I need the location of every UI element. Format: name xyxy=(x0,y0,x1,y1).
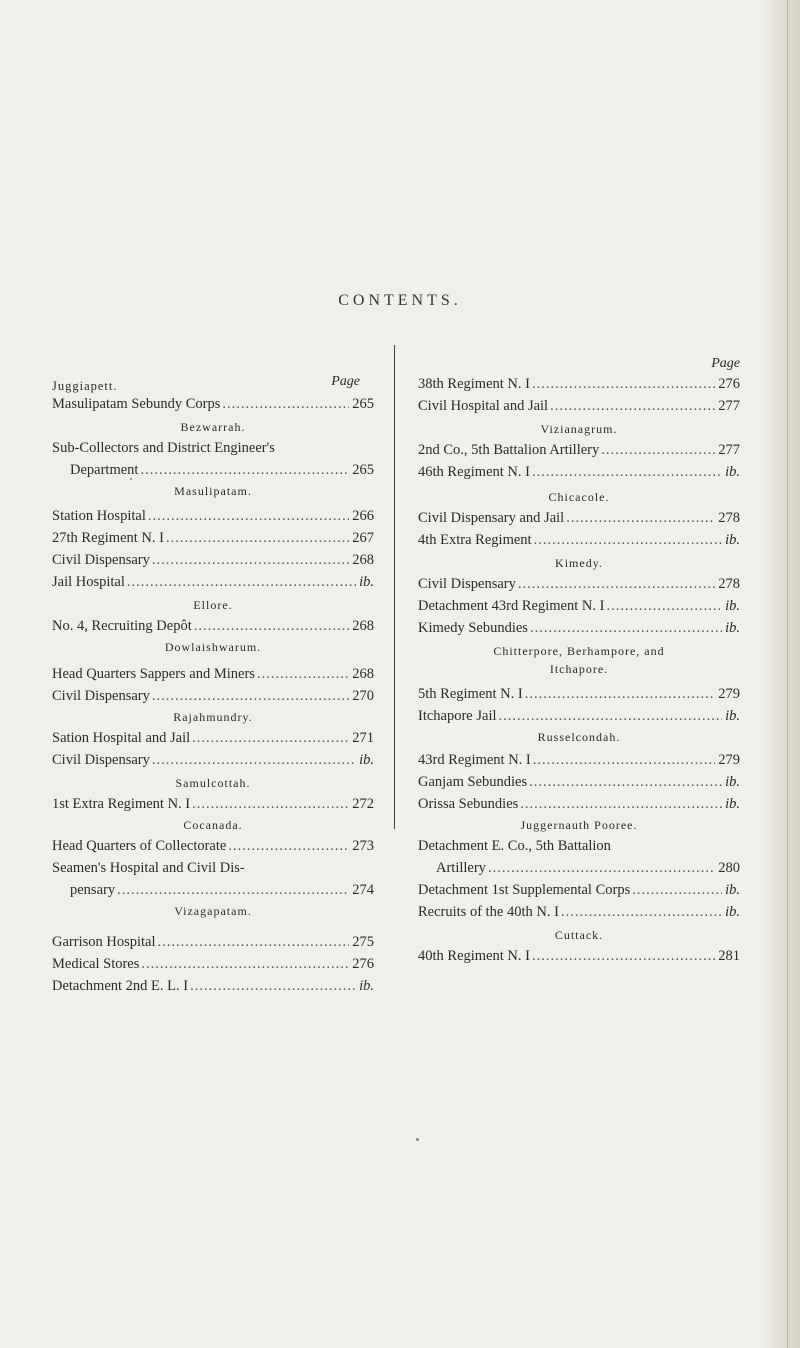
toc-entry-line: Seamen's Hospital and Civil Dis- xyxy=(52,860,245,876)
toc-entry: Medical Stores ..... 276 xyxy=(52,953,374,975)
section-heading: Cuttack. xyxy=(554,928,604,942)
toc-entry: Head Quarters of Collectorate ..... 273 xyxy=(52,835,374,857)
toc-entry: 46th Regiment N. I ..... ib. xyxy=(418,461,740,483)
toc-entry: No. 4, Recruiting Depôt ..... 268 xyxy=(52,615,374,637)
toc-entry: Department ..... 265 xyxy=(70,459,374,481)
toc-entry: 38th Regiment N. I ..... 276 xyxy=(418,373,740,395)
toc-entry: Kimedy Sebundies ..... ib. xyxy=(418,617,740,639)
section-heading: Bezwarrah. xyxy=(180,420,246,434)
section-heading: Kimedy. xyxy=(555,556,603,570)
toc-entry: 27th Regiment N. I ..... 267 xyxy=(52,527,374,549)
toc-entry-line: Detachment E. Co., 5th Battalion xyxy=(418,838,611,854)
section-heading: Samulcottah. xyxy=(175,776,251,790)
toc-entry: 40th Regiment N. I ..... 281 xyxy=(418,945,740,967)
toc-entry: pensary ..... 274 xyxy=(70,879,374,901)
section-heading: Itchapore. xyxy=(549,662,609,676)
toc-entry: Civil Dispensary ..... 270 xyxy=(52,685,374,707)
toc-entry: Recruits of the 40th N. I ..... ib. xyxy=(418,901,740,923)
toc-entry: Detachment 2nd E. L. I ..... ib. xyxy=(52,975,374,997)
section-heading: Chicacole. xyxy=(548,490,610,504)
section-heading: Ellore. xyxy=(193,598,233,612)
toc-entry: Ganjam Sebundies ..... ib. xyxy=(418,771,740,793)
section-heading: Juggernauth Pooree. xyxy=(520,818,638,832)
section-heading: Russelcondah. xyxy=(537,730,621,744)
section-heading: Rajahmundry. xyxy=(173,710,253,724)
page-title: CONTENTS. xyxy=(338,292,462,309)
column-divider xyxy=(394,345,395,829)
toc-entry-line: Sub-Collectors and District Engineer's xyxy=(52,440,275,456)
toc-entry: Itchapore Jail ..... ib. xyxy=(418,705,740,727)
paper-speck xyxy=(416,1138,419,1141)
section-heading-juggiapett: Juggiapett. xyxy=(52,379,118,393)
toc-entry: 43rd Regiment N. I ..... 279 xyxy=(418,749,740,771)
toc-entry: Civil Dispensary ..... 268 xyxy=(52,549,374,571)
toc-entry: Detachment 43rd Regiment N. I ..... ib. xyxy=(418,595,740,617)
toc-entry: 1st Extra Regiment N. I ..... 272 xyxy=(52,793,374,815)
toc-entry: 4th Extra Regiment ..... ib. xyxy=(418,529,740,551)
section-heading: Chitterpore, Berhampore, and xyxy=(493,644,665,658)
toc-entry: Civil Dispensary ..... 278 xyxy=(418,573,740,595)
toc-entry: Jail Hospital ..... ib. xyxy=(52,571,374,593)
toc-entry: Head Quarters Sappers and Miners ..... 268 xyxy=(52,663,374,685)
page-edge xyxy=(762,0,800,1348)
page-column-label: Page xyxy=(711,356,740,371)
page-edge-line xyxy=(787,0,788,1348)
toc-entry: Civil Dispensary ..... ib. xyxy=(52,749,374,771)
section-heading: Masulipatam. xyxy=(174,484,252,498)
paper-speck xyxy=(130,478,132,480)
section-heading: Cocanada. xyxy=(183,818,243,832)
toc-entry: Civil Hospital and Jail ..... 277 xyxy=(418,395,740,417)
toc-entry: Masulipatam Sebundy Corps ..... 265 xyxy=(52,393,374,415)
toc-entry: 5th Regiment N. I ..... 279 xyxy=(418,683,740,705)
toc-entry: 2nd Co., 5th Battalion Artillery ..... 277 xyxy=(418,439,740,461)
section-heading: Vizagapatam. xyxy=(174,904,252,918)
toc-entry: Orissa Sebundies ..... ib. xyxy=(418,793,740,815)
toc-entry: Garrison Hospital ..... 275 xyxy=(52,931,374,953)
toc-entry: Station Hospital ..... 266 xyxy=(52,505,374,527)
page-column-label: Page xyxy=(331,374,360,389)
toc-entry: Detachment 1st Supplemental Corps ..... ib. xyxy=(418,879,740,901)
toc-entry: Civil Dispensary and Jail ..... 278 xyxy=(418,507,740,529)
toc-entry: Sation Hospital and Jail ..... 271 xyxy=(52,727,374,749)
section-heading: Vizianagrum. xyxy=(540,422,618,436)
toc-entry: Artillery ..... 280 xyxy=(436,857,740,879)
section-heading: Dowlaishwarum. xyxy=(164,640,262,654)
